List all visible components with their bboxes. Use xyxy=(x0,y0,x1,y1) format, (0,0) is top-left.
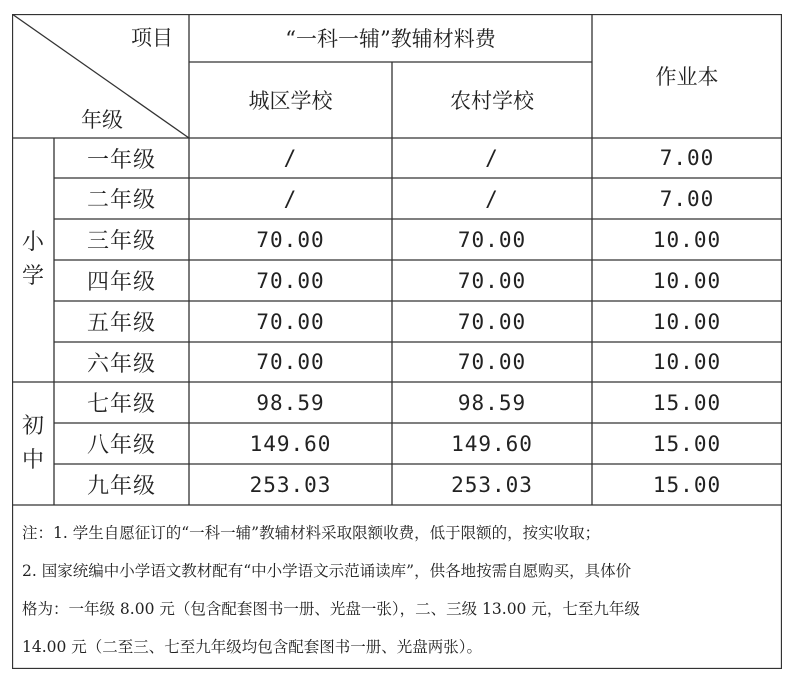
workbook-fee-cell: 10.00 xyxy=(652,350,722,374)
city-fee-cell: 70.00 xyxy=(256,309,325,334)
workbook-fee-cell: 7.00 xyxy=(659,186,715,211)
rural-fee-cell: 70.00 xyxy=(457,227,527,252)
corner-grade-label: 年级 xyxy=(81,108,123,132)
city-fee-cell: 70.00 xyxy=(256,350,325,374)
city-fee-cell: 70.00 xyxy=(256,268,325,293)
section-junior xyxy=(12,382,54,505)
grade-cell: 一年级 xyxy=(86,147,156,173)
grade-cell: 四年级 xyxy=(86,270,156,295)
grade-cell: 三年级 xyxy=(86,229,156,254)
note-line-1: 注：1. 学生自愿征订的“一科一辅”教辅材料采取限额收费，低于限额的，按实收取； xyxy=(22,524,601,542)
grade-cell: 五年级 xyxy=(86,311,156,336)
workbook-fee-cell: 15.00 xyxy=(652,472,722,497)
workbook-fee-cell: 7.00 xyxy=(659,146,715,170)
section-junior-char: 中 xyxy=(21,447,44,473)
corner-item-label: 项目 xyxy=(131,26,173,50)
section-primary xyxy=(12,138,54,382)
section-primary-char: 小 xyxy=(21,230,44,255)
city-fee-cell: / xyxy=(283,186,298,211)
city-fee-cell: 70.00 xyxy=(256,227,325,252)
grade-cell: 七年级 xyxy=(86,392,156,417)
rural-fee-cell: 98.59 xyxy=(457,390,527,415)
rural-fee-cell: 253.03 xyxy=(451,472,533,497)
city-fee-cell: / xyxy=(283,146,298,170)
workbook-fee-cell: 10.00 xyxy=(652,227,722,252)
city-fee-cell: 253.03 xyxy=(249,472,332,497)
group-title: “一科一辅”教辅材料费 xyxy=(285,27,496,51)
column-header-workbook: 作业本 xyxy=(655,65,719,89)
fee-table xyxy=(12,14,782,669)
note-line-3: 格为：一年级 8.00 元（包含配套图书一册、光盘一张），二、三级 13.00 元，七至九年级 xyxy=(22,600,640,618)
workbook-fee-cell: 10.00 xyxy=(652,268,722,293)
section-junior-char: 初 xyxy=(21,413,44,439)
rural-fee-cell: 70.00 xyxy=(457,309,527,334)
section-primary-char: 学 xyxy=(21,264,44,289)
city-fee-cell: 149.60 xyxy=(249,431,332,456)
grade-cell: 六年级 xyxy=(86,351,156,377)
workbook-fee-cell: 15.00 xyxy=(652,431,722,456)
column-header-city: 城区学校 xyxy=(248,89,333,113)
city-fee-cell: 98.59 xyxy=(256,390,325,415)
note-line-2: 2. 国家统编中小学语文教材配有“中小学语文示范诵读库”，供各地按需自愿购买，具体价 xyxy=(22,562,632,580)
grade-cell: 九年级 xyxy=(86,474,156,499)
workbook-fee-cell: 15.00 xyxy=(652,390,722,415)
grade-cell: 二年级 xyxy=(86,188,156,213)
rural-fee-cell: / xyxy=(485,146,499,170)
rural-fee-cell: / xyxy=(485,186,499,211)
workbook-fee-cell: 10.00 xyxy=(652,309,722,334)
rural-fee-cell: 70.00 xyxy=(457,350,527,374)
rural-fee-cell: 70.00 xyxy=(457,268,527,293)
note-line-4: 14.00 元（二至三、七至九年级均包含配套图书一册、光盘两张）。 xyxy=(22,638,483,656)
grade-cell: 八年级 xyxy=(86,433,156,458)
rural-fee-cell: 149.60 xyxy=(451,431,533,456)
column-header-rural: 农村学校 xyxy=(450,89,534,113)
